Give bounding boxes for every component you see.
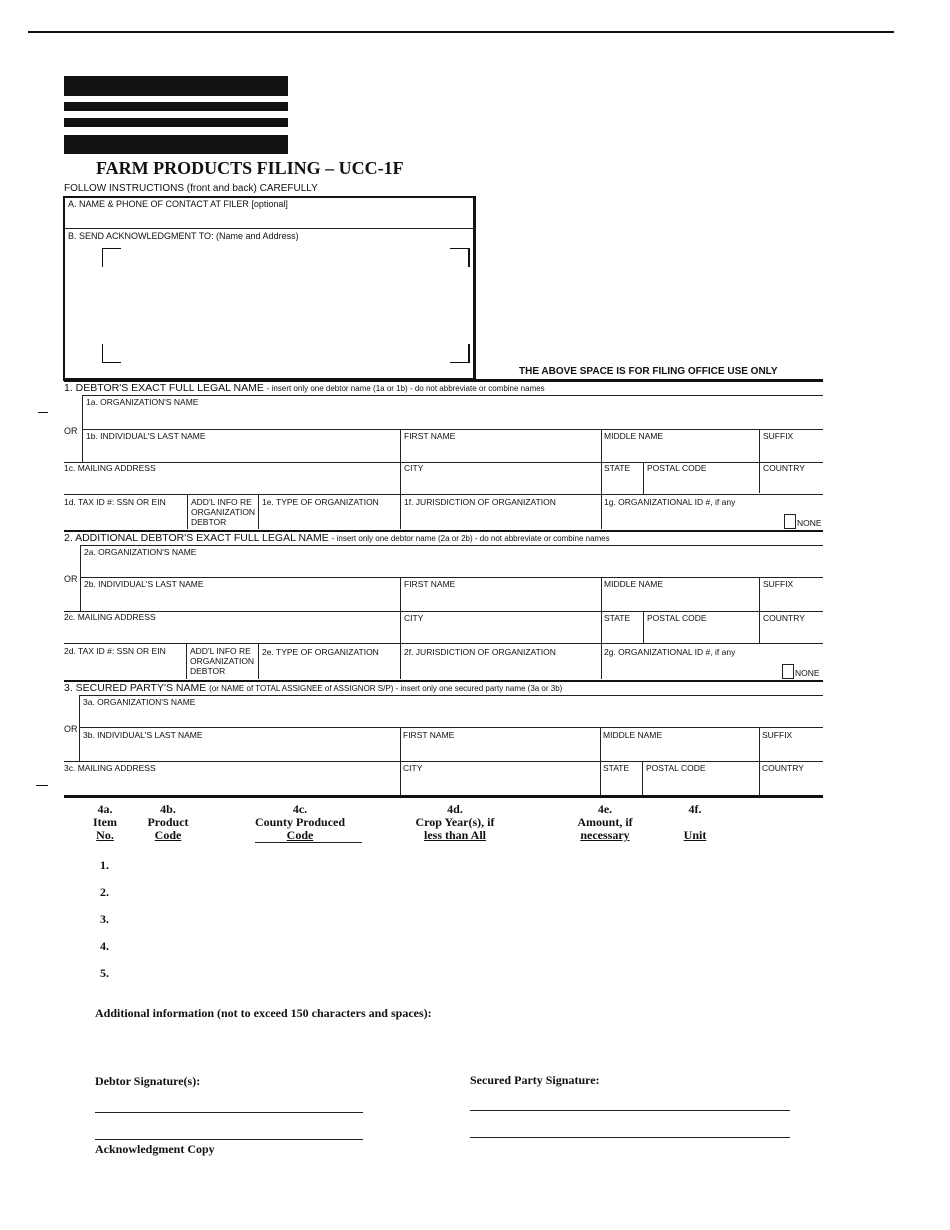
col-4f-num: 4f. [688, 802, 702, 816]
s3-middle-label: MIDDLE NAME [603, 730, 663, 740]
s3-first-input[interactable] [403, 738, 600, 760]
debtor-signature-label: Debtor Signature(s): [95, 1074, 201, 1088]
item-row-number: 4. [100, 939, 109, 953]
s1-last-input[interactable] [86, 440, 400, 462]
section1-note: - insert only one debtor name (1a or 1b) - do not abbreviate or combine names [266, 384, 545, 393]
s2-city-label: CITY [404, 613, 424, 623]
additional-info-input[interactable] [95, 1026, 799, 1048]
row-line [64, 494, 823, 495]
s3-suffix-input[interactable] [762, 738, 822, 760]
section-rule [64, 795, 823, 798]
col-line [187, 494, 188, 529]
s2-suffix-label: SUFFIX [763, 579, 794, 589]
box-divider [65, 228, 473, 229]
s1-city-input[interactable] [404, 472, 600, 494]
s1-postal-label: POSTAL CODE [647, 463, 707, 473]
s2-postal-input[interactable] [647, 621, 759, 643]
s2-suffix-input[interactable] [763, 588, 823, 610]
s3-first-label: FIRST NAME [403, 730, 455, 740]
s1-state-label: STATE [604, 463, 631, 473]
row-line [64, 643, 823, 644]
form-title: FARM PRODUCTS FILING – UCC-1F [96, 158, 404, 178]
col-4a-num: 4a. [97, 802, 113, 816]
item-row-number: 2. [100, 885, 109, 899]
col-4e [565, 803, 645, 842]
s3-postal-label: POSTAL CODE [646, 763, 706, 773]
s3-suffix-label: SUFFIX [762, 730, 793, 740]
s2-orgtype-label: 2e. TYPE OF ORGANIZATION [262, 647, 379, 657]
s2-none-label: NONE [795, 668, 820, 678]
section3-note: (or NAME of TOTAL ASSIGNEE of ASSIGNOR S/P) - insert only one secured party name (3a or 3b) [209, 684, 563, 693]
s2-country-label: COUNTRY [763, 613, 805, 623]
s2-jurisdiction-label: 2f. JURISDICTION OF ORGANIZATION [404, 647, 556, 657]
s2-postal-label: POSTAL CODE [647, 613, 707, 623]
s2-taxid-label: 2d. TAX ID #: SSN OR EIN [64, 646, 166, 656]
s1-suffix-label: SUFFIX [763, 431, 794, 441]
s3-mailing-input[interactable] [66, 772, 400, 794]
col-4c-line2: Code [286, 828, 314, 842]
debtor-signature-line-1[interactable] [95, 1112, 363, 1113]
s1-last-label: 1b. INDIVIDUAL'S LAST NAME [86, 431, 206, 441]
col-4a-line2: No. [96, 828, 114, 842]
s2-or: OR [64, 574, 78, 584]
section3-title: 3. SECURED PARTY'S NAME [64, 682, 207, 694]
s1-first-label: FIRST NAME [404, 431, 456, 441]
s1-org-label: 1a. ORGANIZATION'S NAME [86, 397, 199, 407]
s3-last-input[interactable] [83, 738, 400, 760]
item-row-number: 3. [100, 912, 109, 926]
secured-signature-line-1[interactable] [470, 1110, 790, 1111]
row-line [64, 462, 823, 463]
s1-first-input[interactable] [404, 440, 600, 462]
col-4b-num: 4b. [160, 802, 176, 816]
follow-instructions: FOLLOW INSTRUCTIONS (front and back) CAREFULLY [64, 183, 318, 194]
bracket-line [80, 545, 81, 611]
s2-addl-info: ADD'L INFO RE ORGANIZATION DEBTOR [190, 646, 255, 676]
s2-state-label: STATE [604, 613, 631, 623]
col-4f-line2: Unit [683, 828, 707, 842]
s2-first-label: FIRST NAME [404, 579, 456, 589]
col-underline [255, 842, 362, 843]
col-line [643, 611, 644, 643]
section1-heading [64, 382, 545, 394]
item-row-number: 5. [100, 966, 109, 980]
corner-bracket-icon [450, 248, 470, 267]
s2-state-input[interactable] [604, 621, 644, 643]
col-line [400, 429, 401, 529]
s1-org-input[interactable] [86, 405, 820, 427]
col-line [643, 462, 644, 494]
s2-middle-label: MIDDLE NAME [604, 579, 664, 589]
s3-state-input[interactable] [603, 772, 643, 794]
s2-taxid-input[interactable] [66, 657, 186, 679]
s3-postal-input[interactable] [646, 772, 758, 794]
s1-addl-info: ADD'L INFO RE ORGANIZATION DEBTOR [191, 497, 256, 527]
row-line [82, 395, 823, 396]
s3-country-input[interactable] [762, 772, 822, 794]
contact-input[interactable] [68, 208, 470, 226]
col-4a-line1: Item [93, 815, 117, 829]
s2-country-input[interactable] [763, 621, 823, 643]
row-line [80, 545, 823, 546]
margin-tick [38, 412, 48, 413]
col-line [186, 643, 187, 679]
s2-jurisdiction-input[interactable] [404, 656, 600, 678]
col-4e-num: 4e. [597, 802, 613, 816]
s1-country-input[interactable] [763, 472, 823, 494]
s1-none-label: NONE [797, 518, 822, 528]
office-use-note: THE ABOVE SPACE IS FOR FILING OFFICE USE ONLY [519, 366, 778, 377]
row-line [79, 727, 823, 728]
s2-city-input[interactable] [404, 621, 600, 643]
additional-info-label: Additional information (not to exceed 150 characters and spaces): [95, 1006, 432, 1020]
row-line [79, 695, 823, 696]
col-line [400, 577, 401, 679]
s1-city-label: CITY [404, 463, 424, 473]
s2-mailing-input[interactable] [66, 621, 400, 643]
s1-mailing-label: 1c. MAILING ADDRESS [64, 463, 156, 473]
s1-suffix-input[interactable] [763, 440, 823, 462]
col-4b [140, 803, 196, 842]
col-line [258, 643, 259, 679]
corner-bracket-icon [450, 344, 470, 363]
s3-city-input[interactable] [403, 772, 600, 794]
col-4a [85, 803, 125, 842]
item-5-fields[interactable] [135, 962, 739, 984]
s3-or: OR [64, 724, 78, 734]
col-line [642, 761, 643, 795]
s1-postal-input[interactable] [647, 472, 759, 494]
ack-address-input[interactable] [110, 250, 454, 360]
s3-middle-input[interactable] [603, 738, 759, 760]
col-4d-line2: less than All [423, 828, 486, 842]
s3-org-label: 3a. ORGANIZATION'S NAME [83, 697, 196, 707]
col-4d [400, 803, 510, 842]
secured-signature-line-2[interactable] [470, 1137, 790, 1138]
s2-last-input[interactable] [84, 588, 400, 610]
item-4-fields[interactable] [135, 935, 739, 957]
bracket-line [79, 695, 80, 761]
s1-state-input[interactable] [604, 472, 644, 494]
section3-heading [64, 682, 562, 694]
s3-mailing-label: 3c. MAILING ADDRESS [64, 763, 156, 773]
col-4e-line1: Amount, if [577, 815, 633, 829]
s2-orgid-label: 2g. ORGANIZATIONAL ID #, if any [604, 647, 736, 657]
col-4f [670, 803, 720, 842]
col-4d-num: 4d. [447, 802, 463, 816]
col-line [258, 494, 259, 529]
row-line [64, 611, 823, 612]
col-line [601, 577, 602, 679]
corner-bracket-icon [102, 248, 121, 267]
section2-note: - insert only one debtor name (2a or 2b) - do not abbreviate or combine names [331, 534, 610, 543]
col-4d-line1: Crop Year(s), if [415, 815, 495, 829]
top-rule [28, 31, 894, 33]
col-4e-line2: necessary [580, 828, 630, 842]
col-line [759, 429, 760, 493]
col-4c-line1: County Produced [254, 815, 346, 829]
s2-org-label: 2a. ORGANIZATION'S NAME [84, 547, 197, 557]
col-4c-num: 4c. [292, 802, 308, 816]
item-1-fields[interactable] [135, 854, 739, 876]
ack-to-label: B. SEND ACKNOWLEDGMENT TO: (Name and Address) [68, 231, 299, 241]
s1-none-checkbox[interactable] [784, 514, 796, 529]
corner-bracket-icon [102, 344, 121, 363]
item-row-number: 1. [100, 858, 109, 872]
col-line [601, 429, 602, 529]
s1-middle-label: MIDDLE NAME [604, 431, 664, 441]
s3-org-input[interactable] [83, 705, 820, 727]
s2-orgid-input[interactable] [604, 656, 778, 678]
s1-orgid-label: 1g. ORGANIZATIONAL ID #, if any [604, 497, 736, 507]
s1-taxid-input[interactable] [66, 508, 186, 530]
col-4b-line2: Code [154, 828, 182, 842]
s2-last-label: 2b. INDIVIDUAL'S LAST NAME [84, 579, 204, 589]
s3-city-label: CITY [403, 763, 423, 773]
debtor-signature-line-2[interactable] [95, 1139, 363, 1140]
row-line [82, 429, 823, 430]
section2-heading [64, 532, 610, 544]
ack-copy-label: Acknowledgment Copy [95, 1142, 215, 1156]
s1-jurisdiction-label: 1f. JURISDICTION OF ORGANIZATION [404, 497, 556, 507]
s1-orgid-input[interactable] [604, 507, 778, 529]
s1-or: OR [64, 426, 78, 436]
row-line [64, 761, 823, 762]
s2-middle-input[interactable] [604, 588, 758, 610]
item-3-fields[interactable] [135, 908, 739, 930]
s2-orgtype-input[interactable] [262, 656, 400, 678]
s2-none-checkbox[interactable] [782, 664, 794, 679]
col-line [759, 577, 760, 643]
s1-middle-input[interactable] [604, 440, 758, 462]
s3-country-label: COUNTRY [762, 763, 804, 773]
s1-country-label: COUNTRY [763, 463, 805, 473]
secured-signature-label: Secured Party Signature: [470, 1073, 600, 1087]
s2-org-input[interactable] [84, 555, 820, 577]
section1-title: 1. DEBTOR'S EXACT FULL LEGAL NAME [64, 382, 264, 394]
s1-jurisdiction-input[interactable] [404, 507, 600, 529]
s3-last-label: 3b. INDIVIDUAL'S LAST NAME [83, 730, 203, 740]
margin-tick [36, 785, 48, 786]
col-4c [245, 803, 355, 842]
col-4b-line1: Product [147, 815, 189, 829]
s1-taxid-label: 1d. TAX ID #: SSN OR EIN [64, 497, 166, 507]
s2-mailing-label: 2c. MAILING ADDRESS [64, 612, 156, 622]
contact-label: A. NAME & PHONE OF CONTACT AT FILER [optional] [68, 199, 288, 209]
s3-state-label: STATE [603, 763, 630, 773]
row-line [80, 577, 823, 578]
s1-mailing-input[interactable] [66, 472, 400, 494]
s1-orgtype-label: 1e. TYPE OF ORGANIZATION [262, 497, 379, 507]
section2-title: 2. ADDITIONAL DEBTOR'S EXACT FULL LEGAL NAME [64, 532, 329, 544]
item-2-fields[interactable] [135, 881, 739, 903]
s1-orgtype-input[interactable] [262, 507, 400, 529]
s2-first-input[interactable] [404, 588, 600, 610]
